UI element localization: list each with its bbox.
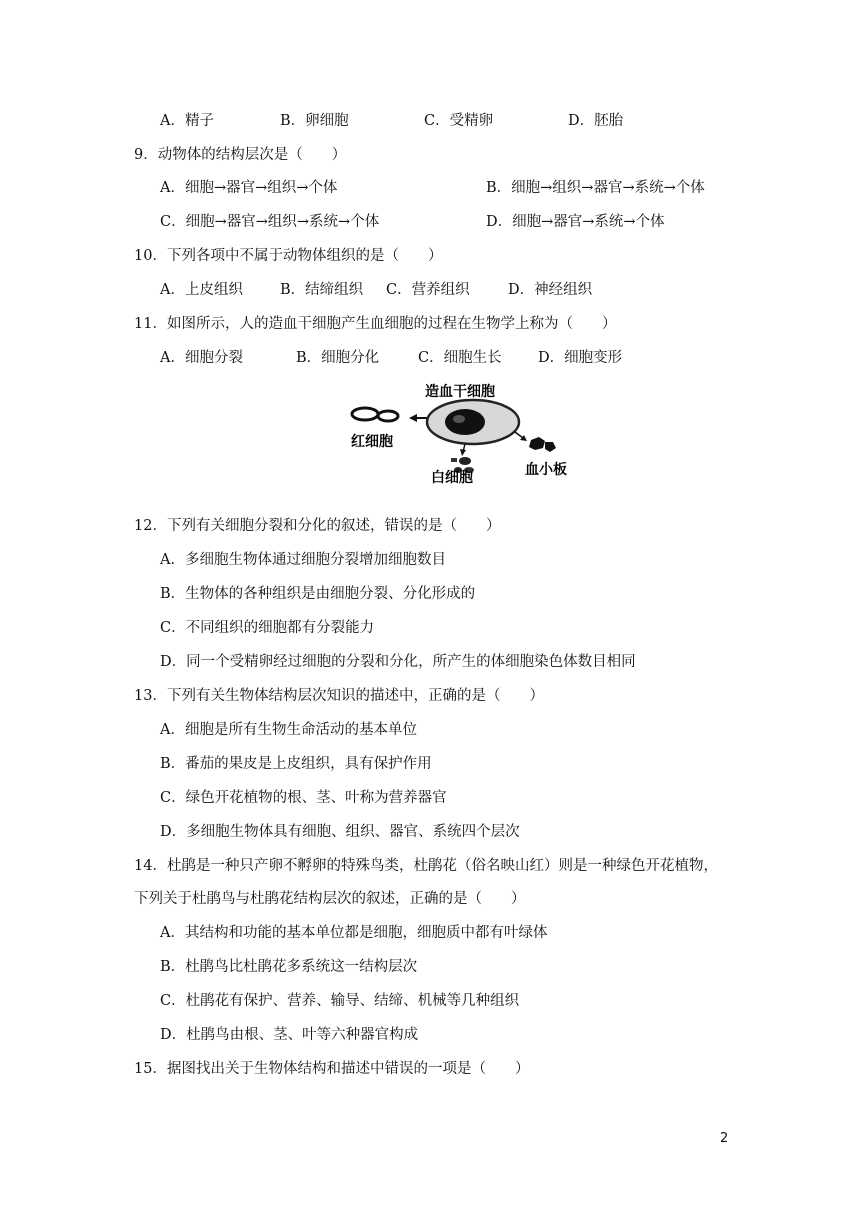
q8-option-a: A．精子 — [160, 113, 214, 129]
q12-option-c: C．不同组织的细胞都有分裂能力 — [160, 620, 375, 636]
q8-option-c: C．受精卵 — [424, 113, 494, 129]
q8-option-d: D．胚胎 — [568, 113, 624, 129]
q13-option-b: B．番茄的果皮是上皮组织，具有保护作用 — [160, 756, 432, 772]
q10-option-b: B．结缔组织 — [280, 282, 364, 298]
q13-option-a: A．细胞是所有生物生命活动的基本单位 — [160, 722, 417, 738]
q10-option-a: A．上皮组织 — [160, 282, 243, 298]
q11-option-d: D．细胞变形 — [538, 350, 623, 366]
q14-option-a: A．其结构和功能的基本单位都是细胞，细胞质中都有叶绿体 — [160, 925, 548, 941]
red-cell-label: 红细胞 — [351, 434, 393, 450]
q14-option-c: C．杜鹃花有保护、营养、输导、结缔、机械等几种组织 — [160, 993, 520, 1009]
q11-option-b: B．细胞分化 — [296, 350, 380, 366]
q10-option-c: C．营养组织 — [386, 282, 470, 298]
q11-option-c: C．细胞生长 — [418, 350, 502, 366]
q12-stem: 12．下列有关细胞分裂和分化的叙述，错误的是（ ） — [134, 518, 501, 534]
q13-option-d: D．多细胞生物体具有细胞、组织、器官、系统四个层次 — [160, 824, 520, 840]
q9-option-b: B．细胞→组织→器官→系统→个体 — [486, 180, 705, 196]
q12-option-d: D．同一个受精卵经过细胞的分裂和分化，所产生的体细胞染色体数目相同 — [160, 654, 636, 670]
q11-option-a: A．细胞分裂 — [160, 350, 243, 366]
q14-option-b: B．杜鹃鸟比杜鹃花多系统这一结构层次 — [160, 959, 418, 975]
q14-stem-line2: 下列关于杜鹃鸟与杜鹃花结构层次的叙述，正确的是（ ） — [134, 891, 526, 907]
q14-option-d: D．杜鹃鸟由根、茎、叶等六种器官构成 — [160, 1027, 419, 1043]
white-cell-4 — [451, 458, 457, 462]
q9-option-d: D．细胞→器官→系统→个体 — [486, 214, 665, 230]
q9-option-c: C．细胞→器官→组织→系统→个体 — [160, 214, 380, 230]
q10-option-d: D．神经组织 — [508, 282, 593, 298]
red-cell-1 — [352, 408, 378, 420]
platelet-label: 血小板 — [525, 462, 567, 478]
q12-option-b: B．生物体的各种组织是由细胞分裂、分化形成的 — [160, 586, 476, 602]
q13-option-c: C．绿色开花植物的根、茎、叶称为营养器官 — [160, 790, 447, 806]
q12-option-a: A．多细胞生物体通过细胞分裂增加细胞数目 — [160, 552, 446, 568]
white-cell-1 — [459, 457, 471, 465]
red-cell-2 — [378, 411, 398, 421]
q9-option-a: A．细胞→器官→组织→个体 — [160, 180, 338, 196]
blood-cell-figure — [345, 378, 585, 488]
q10-stem: 10．下列各项中不属于动物体组织的是（ ） — [134, 248, 443, 264]
white-cell-label: 白细胞 — [431, 470, 473, 486]
q13-stem: 13．下列有关生物体结构层次知识的描述中，正确的是（ ） — [134, 688, 544, 704]
q15-stem: 15．据图找出关于生物体结构和描述中错误的一项是（ ） — [134, 1061, 530, 1077]
page-number: 2 — [720, 1131, 729, 1146]
stem-cell-label: 造血干细胞 — [425, 384, 495, 400]
q14-stem-line1: 14．杜鹃是一种只产卵不孵卵的特殊鸟类，杜鹃花（俗名映山红）则是一种绿色开花植物， — [134, 858, 718, 874]
platelet-shape — [529, 437, 556, 452]
blood-cell-diagram — [345, 378, 585, 488]
q11-stem: 11．如图所示，人的造血干细胞产生血细胞的过程在生物学上称为（ ） — [134, 316, 617, 332]
stem-cell-nucleus — [445, 409, 485, 435]
q9-stem: 9．动物体的结构层次是（ ） — [134, 147, 347, 163]
q8-option-b: B．卵细胞 — [280, 113, 349, 129]
